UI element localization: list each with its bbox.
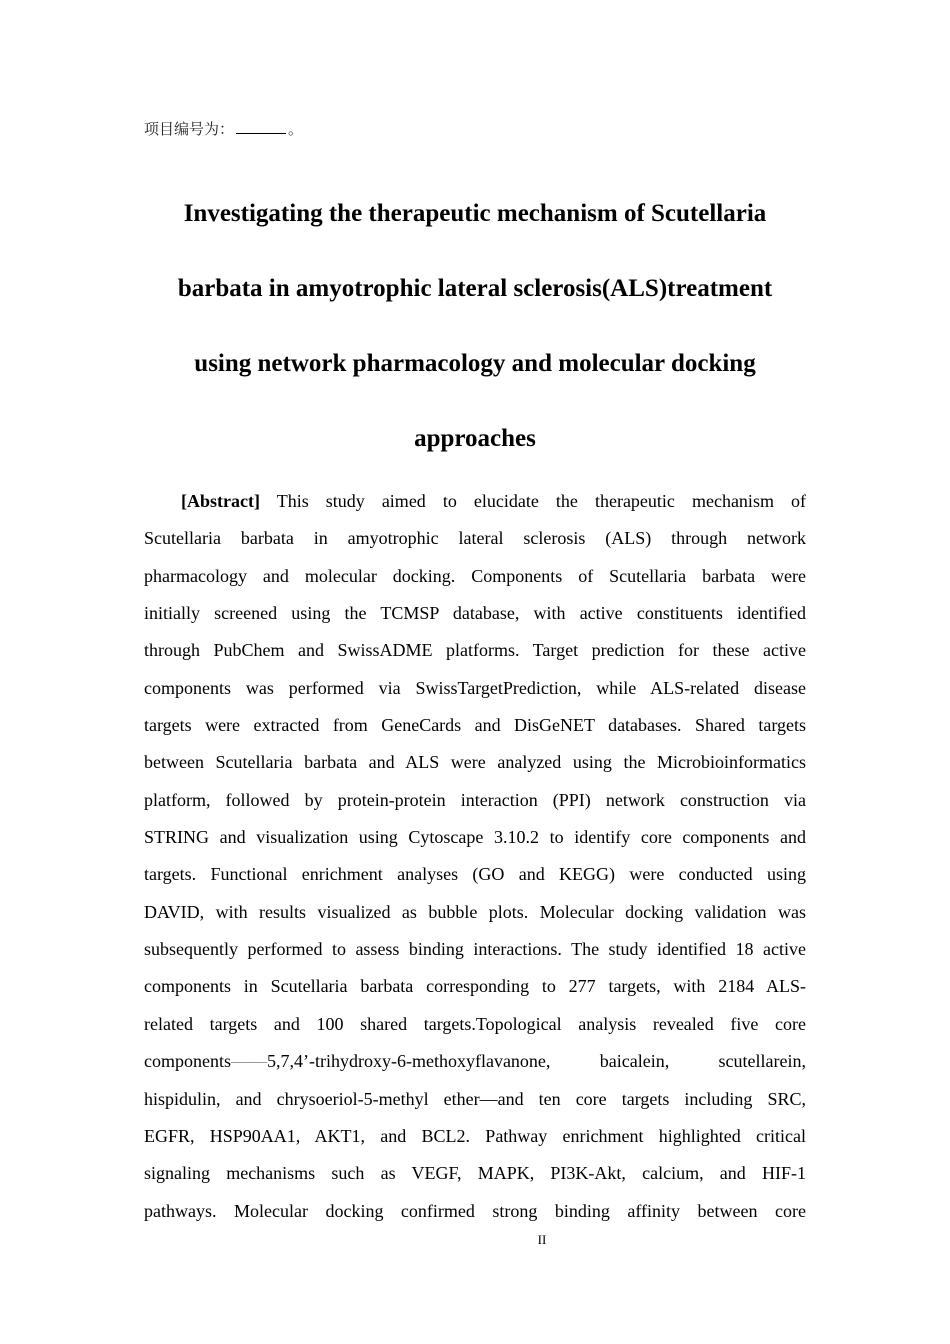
- abstract-line: targets were extracted from GeneCards and DisGeNET databases. Shared targets: [144, 715, 806, 736]
- paper-title: [144, 176, 806, 476]
- project-number-label: 项目编号为：: [144, 120, 235, 138]
- title-line: using network pharmacology and molecular docking: [194, 350, 756, 377]
- abstract-line: pathways. Molecular docking confirmed strong binding affinity between core: [144, 1200, 806, 1221]
- abstract-line: platform, followed by protein-protein interaction (PPI) network construction via: [144, 789, 806, 810]
- abstract-line: through PubChem and SwissADME platforms. Target prediction for these active: [144, 640, 806, 661]
- abstract-line: hispidulin, and chrysoeriol-5-methyl ether—and ten core targets including SRC,: [144, 1088, 806, 1109]
- page-number: II: [537, 1232, 547, 1247]
- abstract-line: initially screened using the TCMSP database, with active constituents identified: [144, 603, 806, 624]
- abstract-label: [Abstract]: [181, 491, 260, 511]
- abstract-line: components was performed via SwissTargetPrediction, while ALS-related disease: [144, 677, 806, 698]
- abstract-line: [Abstract] This study aimed to elucidate the therapeutic mechanism of: [181, 491, 806, 511]
- title-line: barbata in amyotrophic lateral sclerosis(ALS)treatment: [177, 275, 773, 302]
- abstract-line: STRING and visualization using Cytoscape 3.10.2 to identify core components and: [144, 827, 806, 848]
- project-number-line: [144, 118, 303, 139]
- abstract-line: targets. Functional enrichment analyses (GO and KEGG) were conducted using: [144, 864, 806, 885]
- title-line: Investigating the therapeutic mechanism of Scutellaria: [183, 200, 767, 227]
- em-dash: ——: [231, 1051, 267, 1072]
- title-line: approaches: [414, 425, 536, 452]
- abstract-line: EGFR, HSP90AA1, AKT1, and BCL2. Pathway enrichment highlighted critical: [144, 1125, 806, 1146]
- abstract-line: DAVID, with results visualized as bubble plots. Molecular docking validation was: [144, 901, 806, 922]
- abstract-line: pharmacology and molecular docking. Components of Scutellaria barbata were: [144, 565, 806, 586]
- abstract-section: [144, 483, 806, 1230]
- abstract-line: signaling mechanisms such as VEGF, MAPK, PI3K-Akt, calcium, and HIF-1: [144, 1163, 806, 1184]
- abstract-line: related targets and 100 shared targets.Topological analysis revealed five core: [144, 1013, 806, 1034]
- abstract-line: components——5,7,4’-trihydroxy-6-methoxyflavanone, baicalein, scutellarein,: [144, 1051, 806, 1072]
- project-number-suffix: 。: [288, 120, 304, 138]
- abstract-line: between Scutellaria barbata and ALS were analyzed using the Microbioinformatics: [144, 752, 806, 773]
- abstract-line: Scutellaria barbata in amyotrophic lateral sclerosis (ALS) through network: [144, 528, 806, 549]
- abstract-line: components in Scutellaria barbata corresponding to 277 targets, with 2184 ALS-: [144, 976, 806, 997]
- project-number-blank: [236, 119, 286, 134]
- abstract-line: subsequently performed to assess binding interactions. The study identified 18 active: [144, 939, 806, 960]
